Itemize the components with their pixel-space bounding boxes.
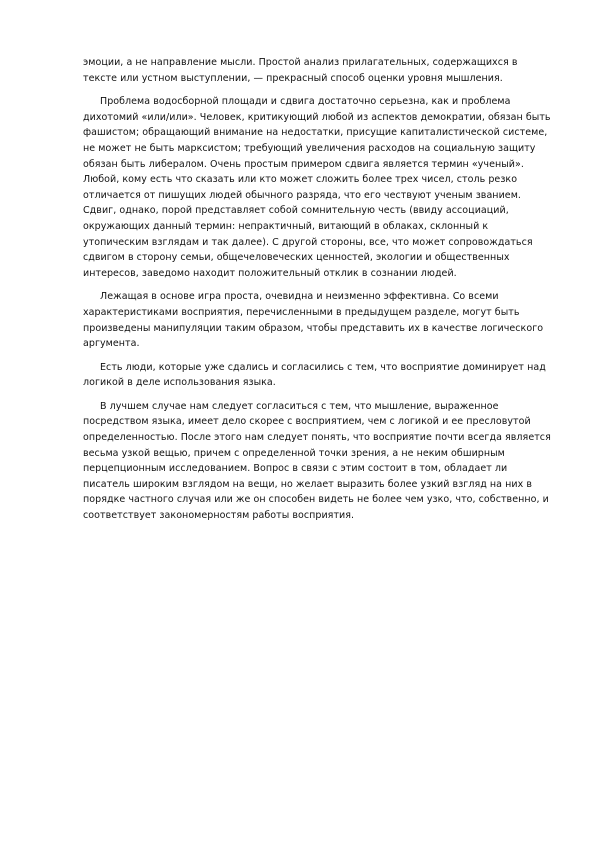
paragraph-4: Есть люди, которые уже сдались и согласились с тем, что восприятие доминирует над логикой в деле использования языка.	[83, 361, 546, 389]
paragraph-2: Проблема водосборной площади и сдвига достаточно серьезна, как и проблема дихотомий «или/или». Человек, критикующий любой из аспектов демократии, обязан быть фашистом; обращающий внимание на недостатки, присущие капиталистической системе, не может не быть марксистом; требующий увеличения расходов на социальную защиту обязан быть либералом. Очень простым примером сдвига является термин «ученый». Любой, кому есть что сказать или кто может сложить более трех чисел, столь резко отличается от пишущих людей обычного разряда, что его чествуют ученым званием. Сдвиг, однако, порой представляет собой сомнительную честь (ввиду ассоциаций, окружающих данный термин: непрактичный, витающий в облаках, склонный к утопическим взглядам и так далее). С другой стороны, все, что может сопровождаться сдвигом в сторону семьи, общечеловеческих ценностей, экологии и общественных интересов, заведомо находит положительный отклик в сознании людей.	[83, 96, 551, 279]
paragraph-5: В лучшем случае нам следует согласиться с тем, что мышление, выраженное посредством языка, имеет дело скорее с восприятием, чем с логикой и ее пресловутой определенностью. После этого нам следует понять, что восприятие почти всегда является весьма узкой вещью, причем с определенной точки зрения, а не неким обширным перцепционным исследованием. Вопрос в связи с этим состоит в том, обладает ли писатель широким взглядом на вещи, но желает выразить более узкий взгляд на них в порядке частного случая или же он способен видеть не более чем узко, что, собственно, и соответствует закономерностям работы восприятия.	[83, 400, 551, 522]
paragraph-3: Лежащая в основе игра проста, очевидна и неизменно эффективна. Со всеми характеристиками восприятия, перечисленными в предыдущем разделе, могут быть произведены манипуляции таким образом, чтобы представить их в качестве логического аргумента.	[83, 291, 544, 350]
document-body	[83, 55, 553, 532]
paragraph-1: эмоции, а не направление мысли. Простой анализ прилагательных, содержащихся в тексте или устном выступлении, — прекрасный способ оценки уровня мышления.	[83, 57, 518, 84]
